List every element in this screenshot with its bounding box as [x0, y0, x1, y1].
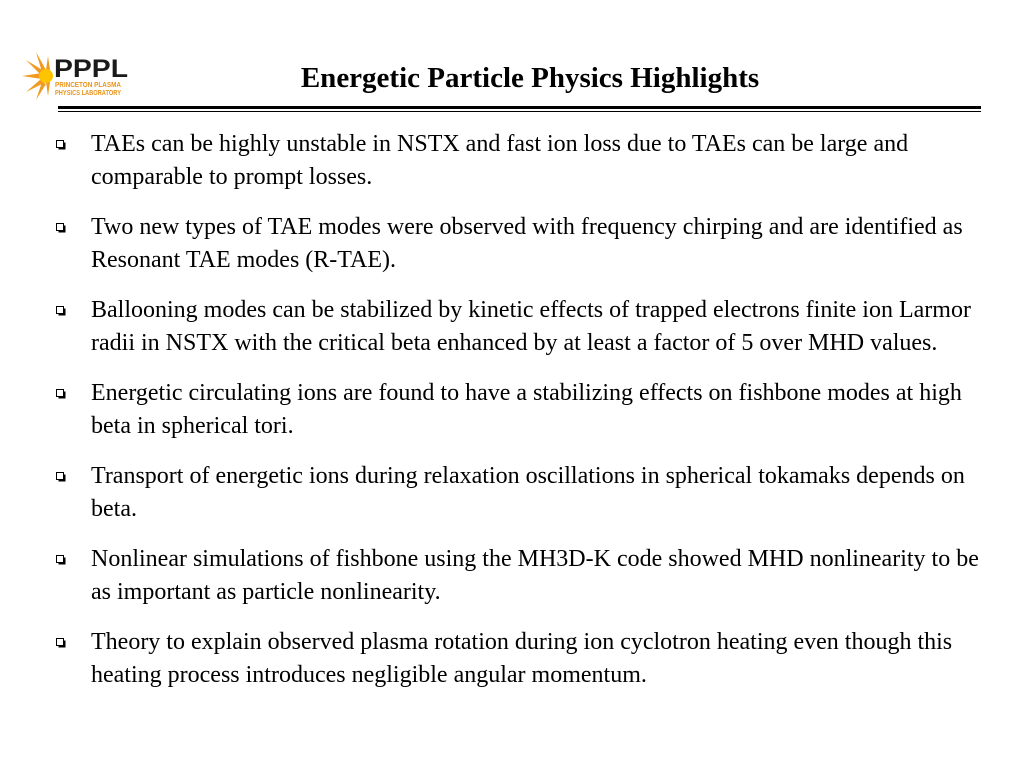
bullet-item [54, 211, 994, 277]
square-bullet-icon [56, 389, 66, 399]
bullet-item [54, 377, 994, 443]
logo-subtitle-1: PRINCETON PLASMA [55, 82, 121, 89]
square-bullet-icon [56, 638, 66, 648]
bullet-item [54, 543, 994, 609]
starburst-icon [22, 52, 53, 100]
square-bullet-icon [56, 472, 66, 482]
square-bullet-icon [56, 140, 66, 150]
square-bullet-icon [56, 306, 66, 316]
pppl-logo [22, 52, 134, 102]
bullet-item [54, 460, 994, 526]
bullet-text: Two new types of TAE modes were observed with frequency chirping and are identified as Resonant TAE modes (R-TAE). [91, 214, 963, 273]
square-bullet-icon [56, 555, 66, 565]
page-title: Energetic Particle Physics Highlights [300, 62, 760, 94]
bullet-text: Energetic circulating ions are found to have a stabilizing effects on fishbone modes at high beta in spherical tori. [91, 380, 962, 439]
bullet-text: Theory to explain observed plasma rotation during ion cyclotron heating even though this heating process introduces negligible angular momentum. [91, 629, 953, 688]
bullet-text: Transport of energetic ions during relaxation oscillations in spherical tokamaks depends on beta. [91, 463, 965, 522]
logo-text: PPPL [54, 55, 128, 83]
bullet-text: TAEs can be highly unstable in NSTX and fast ion loss due to TAEs can be large and comparable to prompt losses. [91, 131, 909, 190]
title-divider [58, 106, 981, 109]
title-divider-thin [58, 111, 981, 112]
bullet-list [54, 128, 994, 709]
square-bullet-icon [56, 223, 66, 233]
bullet-item [54, 626, 994, 692]
logo-subtitle-2: PHYSICS LABORATORY [55, 90, 122, 97]
bullet-item [54, 294, 994, 360]
bullet-text: Ballooning modes can be stabilized by kinetic effects of trapped electrons finite ion Larmor radii in NSTX with the critical beta enhanced by at least a factor of 5 over MHD values. [91, 297, 971, 356]
bullet-text: Nonlinear simulations of fishbone using the MH3D-K code showed MHD nonlinearity to be as important as particle nonlinearity. [91, 546, 979, 605]
bullet-item [54, 128, 994, 194]
